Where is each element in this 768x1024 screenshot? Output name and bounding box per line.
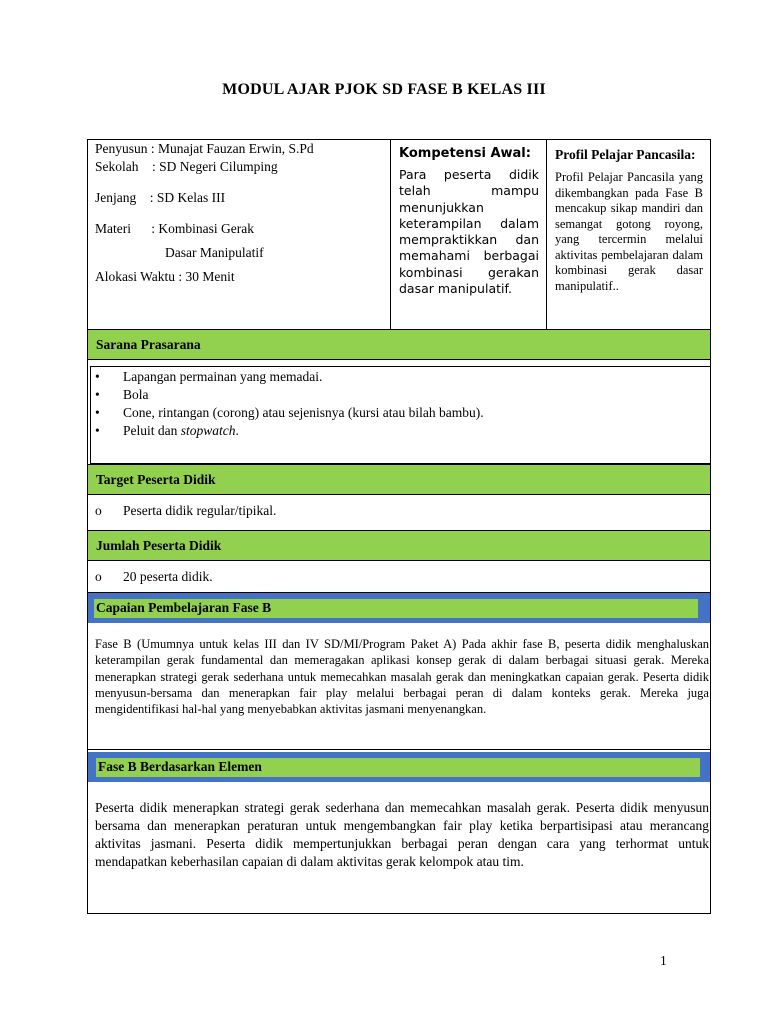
profil-body: Profil Pelajar Pancasila yang dikembangkan pada Fase B mencakup sikap mandiri dan semangat gotong royong, yang tercermin melalui aktivitas pembelajaran dalam kombinasi gerak dasar manipulatif.. <box>555 170 703 293</box>
profil-cell <box>555 146 710 294</box>
kompetensi-body: Para peserta didik telah mampu menunjukkan keterampilan dalam mempraktikkan dan memahami berbagai kombinasi gerakan dasar manipulatif. <box>399 167 539 297</box>
sarana-item: • Bola <box>95 387 149 402</box>
page-number: 1 <box>660 953 667 968</box>
sekolah-text: Sekolah : SD Negeri Cilumping <box>95 159 278 174</box>
sarana-item: • Lapangan permainan yang memadai. <box>95 369 323 384</box>
document-title: MODUL AJAR PJOK SD FASE B KELAS III <box>222 81 546 98</box>
capaian-body: Fase B (Umumnya untuk kelas III dan IV SD/MI/Program Paket A) Pada akhir fase B, peserta didik menghaluskan keterampilan gerak fundamental dan memeragakan aplikasi konsep gerak di dalam berbagai situasi gerak. Mereka menerapkan strategi gerak sederhana untuk memecahkan masalah gerak dan meningkatkan capaian gerak. Peserta didik menyusun-bersama dan menerapkan fair play melalui berbagai peran di dalam konteks gerak. Mereka juga mengidentifikasi hal-hal yang menyebabkan aktivitas jasmani menyenangkan. <box>95 637 709 717</box>
profil-heading: Profil Pelajar Pancasila: <box>555 147 696 162</box>
column-divider <box>546 139 547 329</box>
target-header <box>88 464 710 495</box>
kompetensi-heading: Kompetensi Awal: <box>399 146 531 161</box>
row-divider <box>88 749 710 750</box>
elemen-body: Peserta didik menerapkan strategi gerak sederhana dan memecahkan masalah gerak. Peserta didik menyusun bersama dan menerapkan peraturan untuk mengembangkan fair play ketika berpartisipasi atau merancang aktivitas jasmani. Peserta didik mempertunjukkan berbagai peran dengan cara yang terhormat untuk mendapatkan keberhasilan capaian di dalam aktivitas gerak kelompok atau tim. <box>95 800 709 869</box>
alokasi-text: Alokasi Waktu : 30 Menit <box>95 269 235 284</box>
elemen-header <box>96 758 700 777</box>
capaian-header-band <box>88 593 710 623</box>
kompetensi-cell <box>399 146 539 297</box>
jumlah-item: o 20 peserta didik. <box>95 569 213 584</box>
elemen-header-band <box>88 752 710 782</box>
sarana-header <box>88 329 710 360</box>
materi-continuation: Dasar Manipulatif <box>165 245 264 260</box>
jenjang-text: Jenjang : SD Kelas III <box>95 190 226 205</box>
capaian-heading: Capaian Pembelajaran Fase B <box>96 600 272 615</box>
materi-text: Materi : Kombinasi Gerak <box>95 221 254 236</box>
target-heading: Target Peserta Didik <box>96 472 216 487</box>
penyusun-text: Penyusun : Munajat Fauzan Erwin, S.Pd <box>95 141 314 156</box>
sarana-heading: Sarana Prasarana <box>96 337 201 352</box>
target-item: o Peserta didik regular/tipikal. <box>95 503 277 518</box>
capaian-header <box>94 599 698 618</box>
jumlah-header <box>88 530 710 561</box>
sarana-item: • Cone, rintangan (corong) atau sejenisnya (kursi atau bilah bambu). <box>95 405 484 420</box>
column-divider <box>390 139 391 329</box>
identity-cell <box>95 140 385 286</box>
elemen-heading: Fase B Berdasarkan Elemen <box>98 759 262 774</box>
jumlah-heading: Jumlah Peserta Didik <box>96 538 222 553</box>
sarana-item: • Peluit dan stopwatch. <box>95 423 239 438</box>
